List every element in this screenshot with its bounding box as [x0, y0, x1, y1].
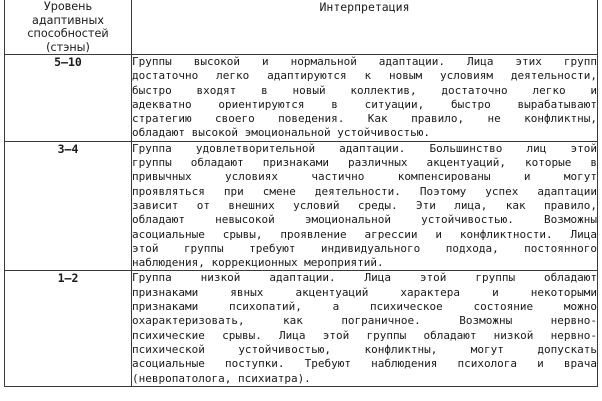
interpretation-cell: [132, 271, 598, 386]
text-line: обладают невысокой эмоциональной устойчивостью. Возможны: [132, 213, 597, 227]
table-row: [5, 55, 598, 142]
header-level-line: способностей: [27, 27, 109, 40]
level-cell: 3–4: [5, 141, 132, 271]
text-line: асоциальные поступки. Требуют наблюдения психолога и врача: [132, 357, 597, 371]
text-line: группы обладают признаками различных акцентуаций, которые в: [132, 156, 597, 170]
table-row: [5, 271, 598, 386]
header-level-line: адаптивных: [32, 13, 104, 27]
text-line: (невропатолога, психиатра).: [132, 371, 311, 385]
text-line: асоциальные срывы, проявление агрессии и конфликтности. Лица: [132, 227, 597, 241]
text-line: психические срывы. Лица этой группы обладают низкой нервно-: [132, 328, 597, 342]
adaptation-levels-table: [4, 0, 598, 387]
text-line: охарактеризовать, как пограничное. Возможны нервно-: [132, 314, 597, 328]
text-line: достаточно легко адаптируются к новым условиям деятельности,: [132, 69, 597, 83]
text-line: признаками явных акцентуаций характера и некоторыми: [132, 285, 597, 299]
text-line: быстро входят в новый коллектив, достаточно легко и: [132, 83, 597, 97]
text-line: стратегию своего поведения. Как правило, не конфликтны,: [132, 112, 597, 126]
text-line: проявляться при смене деятельности. Поэтому успех адаптации: [132, 184, 597, 198]
text-line: привычных условиях частично компенсированы и могут: [132, 170, 597, 184]
text-line: признаками психопатий, а психическое состояние можно: [132, 300, 597, 314]
text-line: Группа удовлетворительной адаптации. Большинство лиц этой: [132, 141, 597, 155]
table-row: [5, 141, 598, 271]
text-line: наблюдения, коррекционных мероприятий.: [132, 256, 384, 270]
level-cell: 5–10: [5, 55, 132, 142]
level-cell: 1–2: [5, 271, 132, 386]
header-level-line: (стэны): [46, 40, 90, 54]
table-header-row: [5, 0, 598, 55]
interpretation-cell: [132, 141, 598, 271]
header-level-line: Уровень: [43, 0, 93, 13]
interpretation-cell: [132, 55, 598, 142]
header-level: [5, 0, 132, 55]
text-line: обладают высокой эмоциональной устойчивостью.: [132, 126, 431, 140]
header-interpretation: Интерпретация: [132, 0, 598, 55]
text-line: адекватно ориентируются в ситуации, быстро вырабатывают: [132, 97, 597, 111]
text-line: Группа низкой адаптации. Лица этой группы обладают: [132, 271, 597, 285]
text-line: этой группы требуют индивидуального подхода, постоянного: [132, 241, 597, 255]
text-line: Группы высокой и нормальной адаптации. Лица этих групп: [132, 55, 597, 68]
text-line: психической устойчивостью, конфликтны, могут допускать: [132, 342, 597, 356]
text-line: зависит от внешних условий среды. Эти лица, как правило,: [132, 198, 597, 212]
